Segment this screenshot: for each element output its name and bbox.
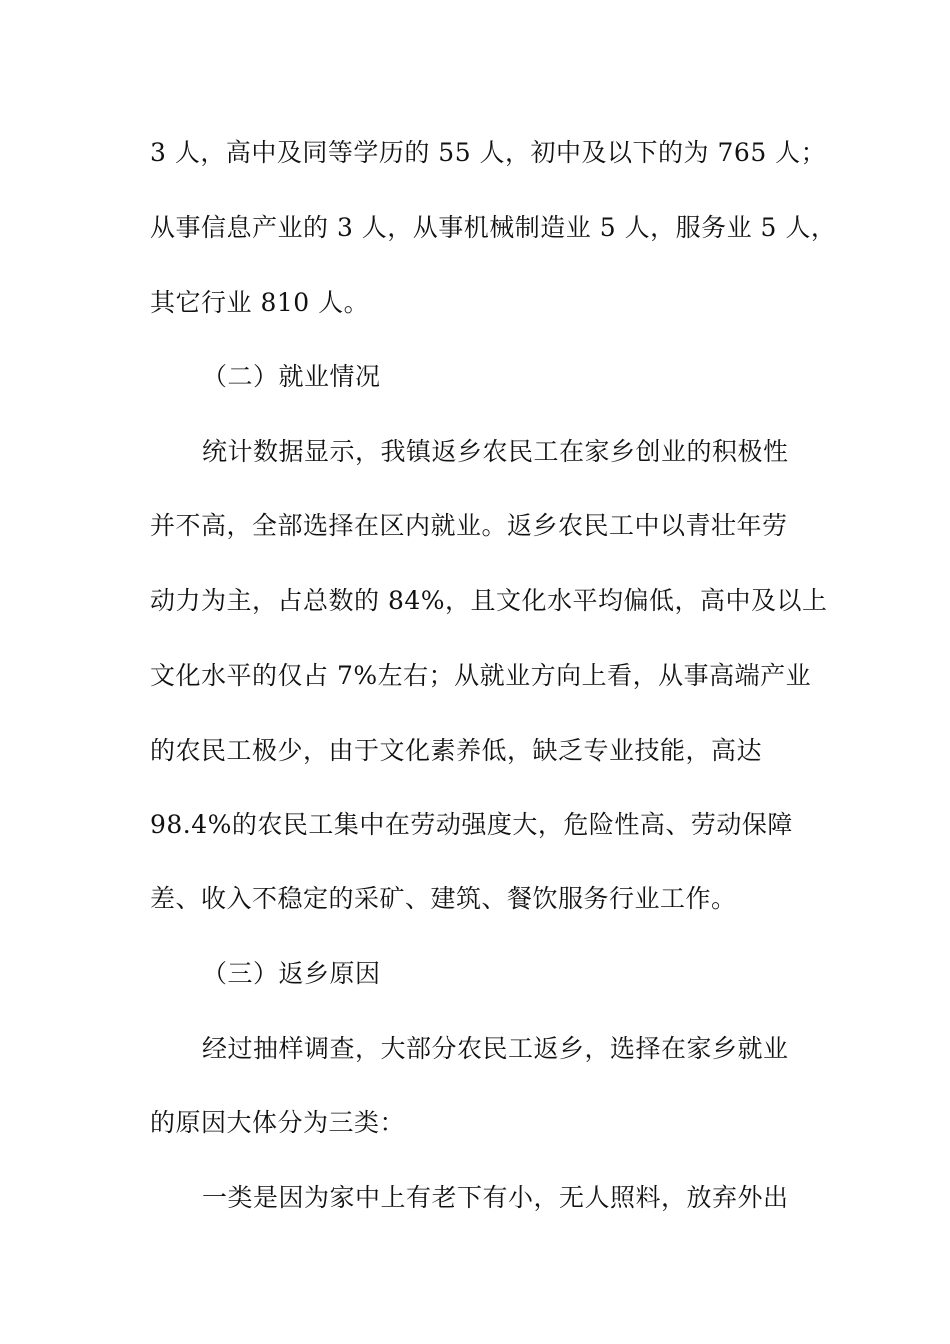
text-line: 统计数据显示，我镇返乡农民工在家乡创业的积极性 bbox=[202, 437, 789, 466]
section-heading: （三）返乡原因 bbox=[202, 959, 381, 988]
text-line: 3 人，高中及同等学历的 55 人，初中及以下的为 765 人； bbox=[150, 138, 827, 167]
text-line: 差、收入不稳定的采矿、建筑、餐饮服务行业工作。 bbox=[150, 884, 737, 913]
text-line: 的农民工极少，由于文化素养低，缺乏专业技能，高达 bbox=[150, 736, 763, 765]
text-line: 的原因大体分为三类： bbox=[150, 1108, 406, 1137]
text-line: 98.4%的农民工集中在劳动强度大，危险性高、劳动保障 bbox=[150, 810, 793, 839]
text-line: 一类是因为家中上有老下有小，无人照料，放弃外出 bbox=[202, 1183, 789, 1212]
section-heading: （二）就业情况 bbox=[202, 362, 381, 391]
text-line: 动力为主，占总数的 84%，且文化水平均偏低，高中及以上 bbox=[150, 586, 828, 615]
text-line: 从事信息产业的 3 人，从事机械制造业 5 人，服务业 5 人， bbox=[150, 213, 837, 242]
text-line: 其它行业 810 人。 bbox=[150, 288, 370, 317]
text-line: 文化水平的仅占 7%左右；从就业方向上看，从事高端产业 bbox=[150, 661, 812, 690]
text-line: 并不高，全部选择在区内就业。返乡农民工中以青壮年劳 bbox=[150, 511, 788, 540]
text-line: 经过抽样调查，大部分农民工返乡，选择在家乡就业 bbox=[202, 1034, 789, 1063]
